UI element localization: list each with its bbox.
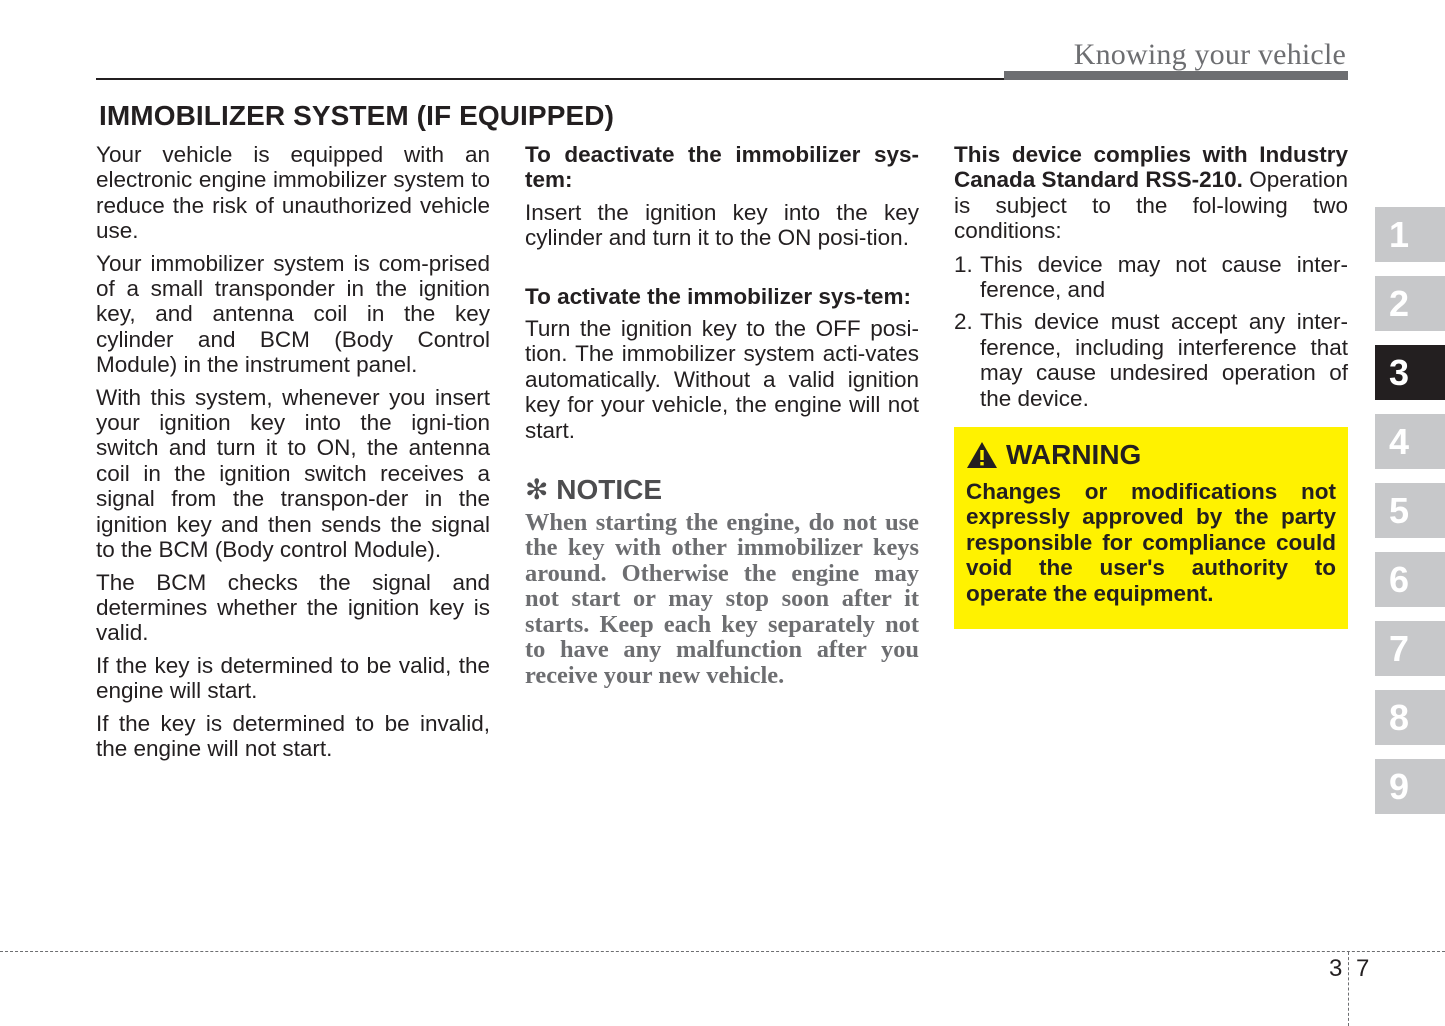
list-number: 2. — [954, 309, 973, 335]
page-chapter-number: 3 — [1329, 955, 1343, 982]
list-number: 1. — [954, 251, 973, 277]
chapter-tab-7[interactable]: 7 — [1375, 621, 1445, 676]
chapter-tab-5[interactable]: 5 — [1375, 483, 1445, 538]
warning-triangle-icon — [966, 441, 998, 469]
list-text: This device must accept any inter-ference, including interference that may cause undesired operation of the device. — [980, 309, 1348, 411]
list-text: This device may not cause inter-ference, and — [980, 251, 1348, 303]
deactivate-text: Insert the ignition key into the key cylinder and turn it to the ON posi-tion. — [525, 199, 919, 251]
activate-text: Turn the ignition key to the OFF posi-tion. The immobilizer system acti-vates automatically. Without a valid ignition key for your vehicle, the engine will not start. — [525, 316, 919, 443]
chapter-tab-8[interactable]: 8 — [1375, 690, 1445, 745]
warning-text: Changes or modifications not expressly approved by the party responsible for compliance could void the user's authority to operate the equipment. — [966, 479, 1336, 606]
warning-title: WARNING — [1006, 439, 1142, 471]
chapter-tab-3[interactable]: 3 — [1375, 345, 1445, 400]
notice-title — [525, 474, 919, 506]
paragraph: The BCM checks the signal and determines whether the ignition key is valid. — [96, 569, 490, 646]
paragraph: If the key is determined to be invalid, the engine will not start. — [96, 710, 490, 761]
compliance-text: Operation is subject to the fol-lowing two conditions: — [954, 167, 1348, 244]
paragraph: With this system, whenever you insert your ignition key into the igni-tion switch and turn it to ON, the antenna coil in the ignition switch receives a signal from the transpon-der in the ignition key and then sends the signal to the BCM (Body control Module). — [96, 384, 490, 563]
deactivate-heading: To deactivate the immobilizer sys-tem: — [525, 142, 919, 193]
list-item — [954, 252, 1348, 303]
warning-box — [954, 427, 1348, 629]
column-3 — [954, 142, 1348, 629]
warning-heading — [966, 439, 1336, 471]
header-accent-bar — [1004, 71, 1348, 80]
compliance-bold: This device complies with Industry Canada Standard RSS-210. — [954, 142, 1348, 193]
spacer — [525, 450, 919, 474]
notice-text: When starting the engine, do not use the key with other immobilizer keys around. Otherwise the engine may not start or may stop soon after it starts. Keep each key separately not to have any malfunction after you receive your new vehicle. — [525, 509, 919, 689]
section-title: IMMOBILIZER SYSTEM (IF EQUIPPED) — [99, 100, 614, 131]
running-header-title: Knowing your vehicle — [1073, 38, 1346, 71]
chapter-tab-1[interactable]: 1 — [1375, 207, 1445, 262]
compliance-paragraph — [954, 142, 1348, 244]
notice-label: NOTICE — [556, 474, 663, 506]
column-1 — [96, 142, 490, 768]
footer-divider — [1348, 952, 1349, 1026]
asterisk-icon: ✻ — [525, 474, 549, 506]
chapter-tab-4[interactable]: 4 — [1375, 414, 1445, 469]
footer-rule — [0, 951, 1445, 952]
paragraph: Your immobilizer system is com-prised of a small transponder in the ignition key, and antenna coil in the key cylinder and BCM (Body Control Module) in the instrument panel. — [96, 250, 490, 378]
activate-heading: To activate the immobilizer sys-tem: — [525, 283, 911, 309]
conditions-list — [954, 252, 1348, 411]
paragraph: If the key is determined to be valid, the engine will start. — [96, 652, 490, 704]
chapter-tab-6[interactable]: 6 — [1375, 552, 1445, 607]
chapter-tab-9[interactable]: 9 — [1375, 759, 1445, 814]
column-2 — [525, 142, 919, 695]
chapter-tab-2[interactable]: 2 — [1375, 276, 1445, 331]
list-item — [954, 309, 1348, 411]
page-number: 7 — [1356, 955, 1370, 982]
paragraph: Your vehicle is equipped with an electronic engine immobilizer system to reduce the risk of unauthorized vehicle use. — [96, 142, 490, 244]
spacer — [525, 258, 919, 284]
